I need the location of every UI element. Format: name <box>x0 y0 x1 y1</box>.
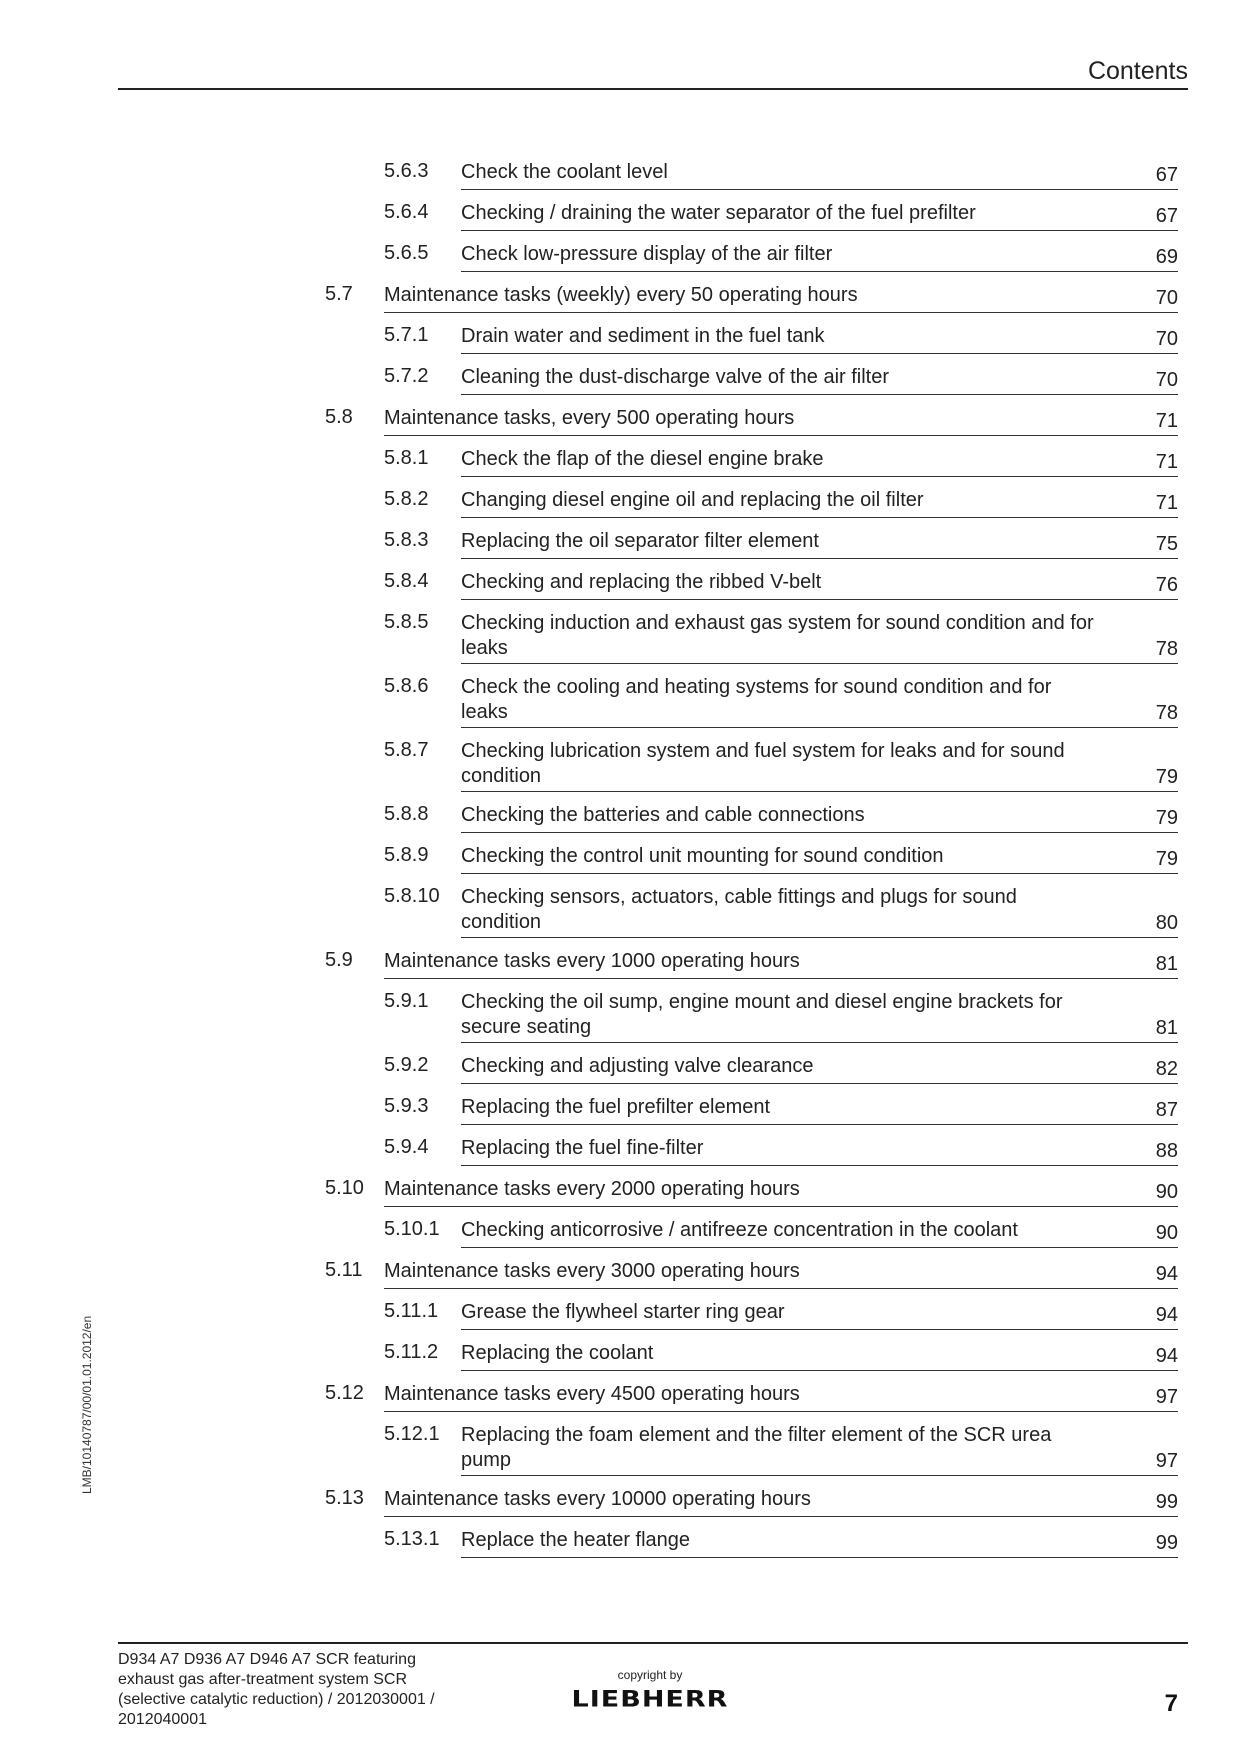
toc-number: 5.12 <box>325 1382 364 1404</box>
toc-subsection[interactable] <box>0 840 1241 881</box>
toc-page-number: 81 <box>1155 953 1178 975</box>
toc-title <box>461 324 1141 349</box>
toc-title-line: leaks <box>461 701 508 723</box>
toc-title-line: Check the coolant level <box>461 161 668 183</box>
toc-page-number: 82 <box>1155 1058 1178 1080</box>
toc-page-number: 97 <box>1155 1386 1178 1408</box>
toc-underline <box>461 558 1178 559</box>
toc-title <box>461 160 1141 185</box>
toc-underline <box>461 271 1178 272</box>
toc-title <box>384 1382 1094 1407</box>
toc-page-number: 70 <box>1155 328 1178 350</box>
toc-section[interactable] <box>0 402 1241 443</box>
toc-page-number: 94 <box>1155 1304 1178 1326</box>
toc-number: 5.9 <box>325 949 353 971</box>
footer-divider <box>118 1642 1188 1644</box>
toc-subsection[interactable] <box>0 1091 1241 1132</box>
toc-title <box>461 675 1141 725</box>
toc-number: 5.13.1 <box>384 1528 440 1550</box>
toc-title <box>461 447 1141 472</box>
toc-title <box>461 1136 1141 1161</box>
toc-title-line: secure seating <box>461 1016 592 1038</box>
toc-subsection[interactable] <box>0 799 1241 840</box>
toc-title <box>384 1259 1094 1284</box>
toc-underline <box>461 353 1178 354</box>
toc-underline <box>461 832 1178 833</box>
toc-page-number: 71 <box>1155 410 1178 432</box>
toc-number: 5.12.1 <box>384 1423 440 1445</box>
toc-number: 5.9.3 <box>384 1095 429 1117</box>
toc-subsection[interactable] <box>0 484 1241 525</box>
toc-title-line: Replacing the coolant <box>461 1342 654 1364</box>
toc-page-number: 67 <box>1155 205 1178 227</box>
toc-title-line: Replace the heater flange <box>461 1529 691 1551</box>
page-header-title: Contents <box>1087 57 1188 85</box>
toc-title <box>461 365 1141 390</box>
toc-number: 5.9.4 <box>384 1136 429 1158</box>
toc-page-number: 88 <box>1155 1140 1178 1162</box>
toc-number: 5.6.4 <box>384 201 429 223</box>
toc-number: 5.11.2 <box>384 1341 439 1363</box>
toc-title <box>461 242 1141 267</box>
toc-underline <box>461 189 1178 190</box>
toc-subsection[interactable] <box>0 320 1241 361</box>
toc-subsection[interactable] <box>0 566 1241 607</box>
toc-title-line: Checking / draining the water separator of the fuel prefilter <box>461 202 976 224</box>
toc-section[interactable] <box>0 1483 1241 1524</box>
toc-subsection[interactable] <box>0 607 1241 671</box>
toc-title-line: Grease the flywheel starter ring gear <box>461 1301 785 1323</box>
toc-number: 5.8.7 <box>384 739 429 761</box>
toc-title <box>461 739 1141 789</box>
toc-page-number: 70 <box>1155 287 1178 309</box>
toc-underline <box>384 978 1178 979</box>
toc-subsection[interactable] <box>0 986 1241 1050</box>
toc-number: 5.6.3 <box>384 160 429 182</box>
toc-underline <box>461 1370 1178 1371</box>
toc-title <box>461 1341 1141 1366</box>
toc-number: 5.8.9 <box>384 844 429 866</box>
toc-number: 5.9.1 <box>384 990 429 1012</box>
toc-title <box>461 1300 1141 1325</box>
toc-title <box>384 1177 1094 1202</box>
toc-underline <box>461 1475 1178 1476</box>
toc-subsection[interactable] <box>0 671 1241 735</box>
toc-number: 5.8.10 <box>384 885 440 907</box>
toc-page-number: 76 <box>1155 574 1178 596</box>
toc-number: 5.10.1 <box>384 1218 440 1240</box>
toc-title-line: Replacing the foam element and the filter element of the SCR urea <box>461 1424 1052 1446</box>
toc-page-number: 78 <box>1155 702 1178 724</box>
toc-page-number: 67 <box>1155 164 1178 186</box>
toc-underline <box>461 394 1178 395</box>
toc-title-line: Changing diesel engine oil and replacing the oil filter <box>461 489 924 511</box>
liebherr-logo: LIEBHERR <box>571 1686 729 1713</box>
toc-page-number: 78 <box>1155 638 1178 660</box>
toc-title-line: Maintenance tasks every 3000 operating hours <box>384 1260 800 1282</box>
toc-subsection[interactable] <box>0 1524 1241 1565</box>
toc-title <box>461 1095 1141 1120</box>
toc-page-number: 71 <box>1155 451 1178 473</box>
toc-subsection[interactable] <box>0 1132 1241 1173</box>
toc-title-line: Checking the control unit mounting for sound condition <box>461 845 944 867</box>
toc-title <box>461 990 1141 1040</box>
toc-title <box>461 529 1141 554</box>
toc-section[interactable] <box>0 279 1241 320</box>
toc-title-line: Cleaning the dust-discharge valve of the air filter <box>461 366 890 388</box>
toc-number: 5.10 <box>325 1177 364 1199</box>
toc-title-line: Drain water and sediment in the fuel tank <box>461 325 825 347</box>
header-divider <box>118 88 1188 90</box>
toc-title-line: Check low-pressure display of the air filter <box>461 243 833 265</box>
toc-underline <box>461 873 1178 874</box>
toc-title-line: Maintenance tasks every 10000 operating hours <box>384 1488 811 1510</box>
toc-title <box>461 1528 1141 1553</box>
toc-underline <box>461 517 1178 518</box>
toc-page-number: 70 <box>1155 369 1178 391</box>
toc-title <box>461 1054 1141 1079</box>
toc-title-line: Maintenance tasks (weekly) every 50 operating hours <box>384 284 858 306</box>
table-of-contents <box>0 156 1241 1565</box>
toc-title-line: Replacing the fuel prefilter element <box>461 1096 771 1118</box>
toc-number: 5.13 <box>325 1487 364 1509</box>
toc-title <box>461 201 1141 226</box>
toc-page-number: 97 <box>1155 1450 1178 1472</box>
toc-underline <box>461 599 1178 600</box>
toc-section[interactable] <box>0 1173 1241 1214</box>
copyright-text: copyright by <box>617 1668 683 1682</box>
toc-underline <box>384 312 1178 313</box>
toc-number: 5.8 <box>325 406 353 428</box>
toc-title <box>461 570 1141 595</box>
toc-title-line: condition <box>461 765 542 787</box>
toc-title-line: Maintenance tasks every 1000 operating hours <box>384 950 800 972</box>
toc-title <box>461 844 1141 869</box>
toc-page-number: 79 <box>1155 848 1178 870</box>
toc-number: 5.7 <box>325 283 353 305</box>
toc-page-number: 90 <box>1155 1222 1178 1244</box>
toc-number: 5.6.5 <box>384 242 429 264</box>
toc-subsection[interactable] <box>0 238 1241 279</box>
toc-subsection[interactable] <box>0 1214 1241 1255</box>
toc-title <box>461 885 1141 935</box>
toc-title-line: condition <box>461 911 542 933</box>
toc-page-number: 69 <box>1155 246 1178 268</box>
toc-underline <box>461 1329 1178 1330</box>
toc-page-number: 99 <box>1155 1532 1178 1554</box>
toc-title-line: Check the flap of the diesel engine brake <box>461 448 824 470</box>
toc-title <box>384 1487 1094 1512</box>
toc-title <box>384 406 1094 431</box>
footer-document-title <box>118 1650 458 1730</box>
toc-underline <box>461 1165 1178 1166</box>
toc-underline <box>384 435 1178 436</box>
toc-underline <box>461 1124 1178 1125</box>
toc-title-line: Maintenance tasks every 4500 operating hours <box>384 1383 800 1405</box>
toc-page-number: 79 <box>1155 766 1178 788</box>
toc-number: 5.8.1 <box>384 447 429 469</box>
toc-underline <box>384 1288 1178 1289</box>
toc-number: 5.7.2 <box>384 365 429 387</box>
toc-title-line: Checking the batteries and cable connections <box>461 804 865 826</box>
toc-underline <box>384 1411 1178 1412</box>
footer-line: exhaust gas after-treatment system SCR <box>118 1671 407 1688</box>
document-code: LMB/10140787/00/01.01.2012/en <box>80 1315 94 1494</box>
toc-page-number: 71 <box>1155 492 1178 514</box>
toc-number: 5.8.8 <box>384 803 429 825</box>
toc-title <box>461 488 1141 513</box>
toc-underline <box>461 791 1178 792</box>
toc-title <box>384 949 1094 974</box>
toc-underline <box>461 476 1178 477</box>
toc-underline <box>461 1083 1178 1084</box>
toc-subsection[interactable] <box>0 443 1241 484</box>
toc-title-line: Checking induction and exhaust gas system for sound condition and for <box>461 612 1094 634</box>
toc-underline <box>461 230 1178 231</box>
toc-title-line: Checking the oil sump, engine mount and diesel engine brackets for <box>461 991 1063 1013</box>
toc-number: 5.11 <box>325 1259 363 1281</box>
toc-underline <box>461 727 1178 728</box>
toc-subsection[interactable] <box>0 1337 1241 1378</box>
toc-underline <box>384 1516 1178 1517</box>
toc-title-line: Checking anticorrosive / antifreeze concentration in the coolant <box>461 1219 1018 1241</box>
toc-number: 5.8.3 <box>384 529 429 551</box>
toc-page-number: 81 <box>1155 1017 1178 1039</box>
toc-title-line: Checking and replacing the ribbed V-belt <box>461 571 822 593</box>
toc-underline <box>461 663 1178 664</box>
toc-subsection[interactable] <box>0 1419 1241 1483</box>
footer-line: 2012040001 <box>118 1711 207 1728</box>
toc-page-number: 80 <box>1155 912 1178 934</box>
toc-subsection[interactable] <box>0 197 1241 238</box>
toc-subsection[interactable] <box>0 881 1241 945</box>
toc-subsection[interactable] <box>0 361 1241 402</box>
toc-section[interactable] <box>0 1378 1241 1419</box>
toc-title <box>461 1218 1141 1243</box>
toc-subsection[interactable] <box>0 156 1241 197</box>
toc-page-number: 94 <box>1155 1263 1178 1285</box>
toc-page-number: 90 <box>1155 1181 1178 1203</box>
toc-page-number: 87 <box>1155 1099 1178 1121</box>
toc-title-line: Replacing the oil separator filter element <box>461 530 819 552</box>
toc-number: 5.8.2 <box>384 488 429 510</box>
toc-underline <box>384 1206 1178 1207</box>
toc-title-line: Checking sensors, actuators, cable fittings and plugs for sound <box>461 886 1017 908</box>
toc-underline <box>461 1247 1178 1248</box>
toc-title-line: leaks <box>461 637 508 659</box>
footer-line: D934 A7 D936 A7 D946 A7 SCR featuring <box>118 1651 416 1668</box>
toc-number: 5.7.1 <box>384 324 429 346</box>
toc-subsection[interactable] <box>0 735 1241 799</box>
toc-title <box>461 803 1141 828</box>
toc-subsection[interactable] <box>0 1296 1241 1337</box>
toc-number: 5.8.6 <box>384 675 429 697</box>
toc-page-number: 79 <box>1155 807 1178 829</box>
toc-title-line: Checking lubrication system and fuel system for leaks and for sound <box>461 740 1065 762</box>
toc-title-line: Replacing the fuel fine-filter <box>461 1137 704 1159</box>
toc-section[interactable] <box>0 945 1241 986</box>
toc-title <box>461 1423 1141 1473</box>
footer-line: (selective catalytic reduction) / 2012030001 / <box>118 1691 435 1708</box>
toc-page-number: 75 <box>1155 533 1178 555</box>
toc-page-number: 99 <box>1155 1491 1178 1513</box>
toc-subsection[interactable] <box>0 1050 1241 1091</box>
toc-page-number: 94 <box>1155 1345 1178 1367</box>
toc-title <box>461 611 1141 661</box>
toc-number: 5.9.2 <box>384 1054 429 1076</box>
toc-title-line: pump <box>461 1449 512 1471</box>
toc-title-line: Maintenance tasks every 2000 operating hours <box>384 1178 800 1200</box>
page-number: 7 <box>1164 1690 1178 1717</box>
toc-underline <box>461 1557 1178 1558</box>
toc-section[interactable] <box>0 1255 1241 1296</box>
toc-number: 5.8.5 <box>384 611 429 633</box>
toc-underline <box>461 1042 1178 1043</box>
toc-title <box>384 283 1094 308</box>
toc-title-line: Checking and adjusting valve clearance <box>461 1055 814 1077</box>
toc-title-line: Maintenance tasks, every 500 operating hours <box>384 407 795 429</box>
toc-underline <box>461 937 1178 938</box>
toc-subsection[interactable] <box>0 525 1241 566</box>
toc-number: 5.11.1 <box>384 1300 439 1322</box>
toc-number: 5.8.4 <box>384 570 429 592</box>
toc-title-line: Check the cooling and heating systems for sound condition and for <box>461 676 1052 698</box>
